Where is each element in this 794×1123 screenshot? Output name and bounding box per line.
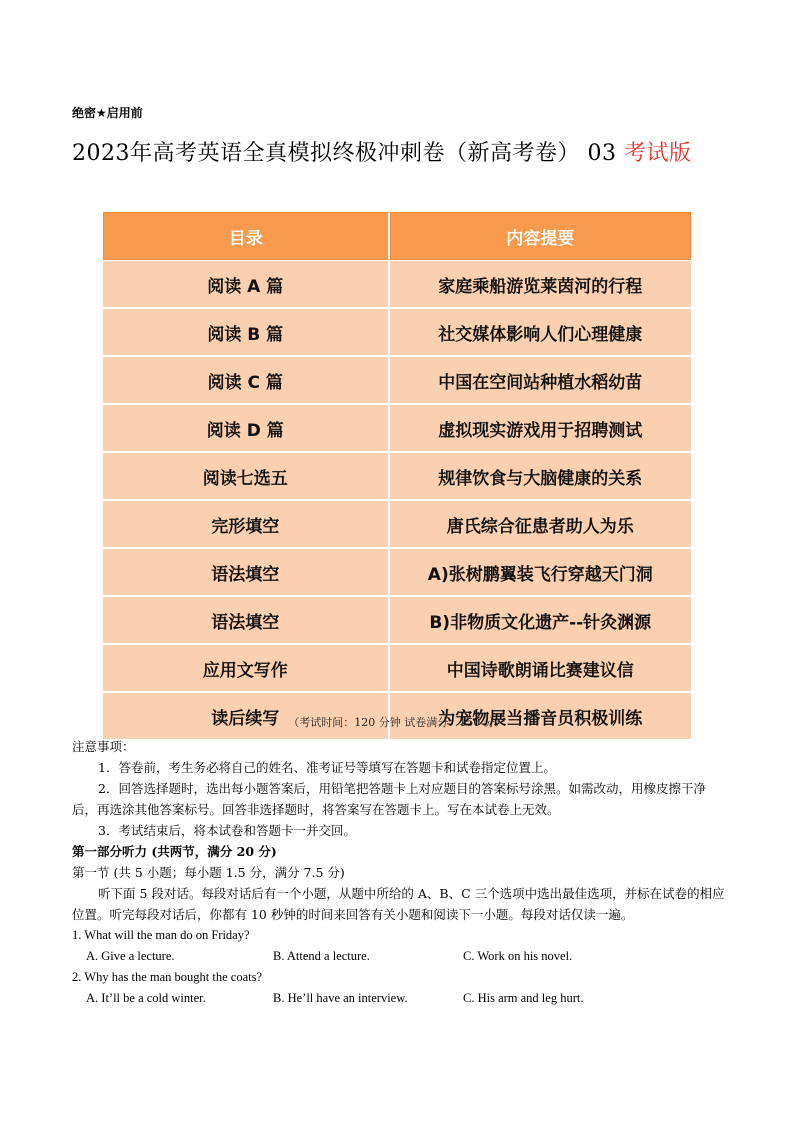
- summary-cell: 规律饮食与大脑健康的关系: [390, 452, 691, 500]
- question-options: [72, 946, 727, 967]
- summary-cell: 家庭乘船游览莱茵河的行程: [390, 260, 691, 308]
- option-b: B. He’ll have an interview.: [273, 991, 408, 1005]
- question-text: 2. Why has the man bought the coats?: [72, 970, 263, 984]
- option-c: C. His arm and leg hurt.: [463, 991, 584, 1005]
- summary-cell: 唐氏综合征患者助人为乐: [390, 500, 691, 548]
- question-options: [72, 988, 727, 1009]
- option-b: B. Attend a lecture.: [273, 949, 370, 963]
- summary-cell: A)张树鹏翼装飞行穿越天门洞: [390, 548, 691, 596]
- title-version: 考试版: [623, 141, 692, 166]
- table-row: [103, 356, 691, 404]
- summary-cell: 为宠物展当播音员积极训练: [390, 692, 691, 740]
- section-cell: 阅读七选五: [103, 452, 390, 500]
- section-cell: 阅读 C 篇: [103, 356, 390, 404]
- summary-cell: 社交媒体影响人们心理健康: [390, 308, 691, 356]
- column-header-summary: 内容提要: [390, 212, 691, 260]
- exam-title: [72, 134, 727, 174]
- contents-table: [103, 212, 691, 740]
- note-item: 1．答卷前，考生务必将自己的姓名、准考证号等填写在答题卡和试卷指定位置上。: [98, 760, 556, 775]
- exam-time-score: （考试时间：120 分钟 试卷满分：150 分）: [288, 716, 506, 729]
- section-cell: 读后续写: [103, 692, 390, 740]
- summary-cell: 虚拟现实游戏用于招聘测试: [390, 404, 691, 452]
- listening-instructions: 听下面 5 段对话。每段对话后有一个小题，从题中所给的 A、B、C 三个选项中选出最佳选项，并标在试卷的相应位置。听完每段对话后，你都有 10 秒钟的时间来回答有关小题和阅读下一小题。每段对话仅读一遍。: [72, 886, 725, 922]
- section-cell: 完形填空: [103, 500, 390, 548]
- table-row: [103, 548, 691, 596]
- table-row: [103, 452, 691, 500]
- section-cell: 语法填空: [103, 548, 390, 596]
- notes-heading: 注意事项：: [72, 739, 135, 754]
- section1-heading: 第一节 (共 5 小题；每小题 1.5 分，满分 7.5 分): [72, 865, 345, 880]
- table-row: [103, 308, 691, 356]
- question-text: 1. What will the man do on Friday?: [72, 928, 250, 942]
- table-row: [103, 404, 691, 452]
- summary-cell: 中国在空间站种植水稻幼苗: [390, 356, 691, 404]
- part1-heading: 第一部分听力 (共两节，满分 20 分): [72, 844, 277, 859]
- contents-header-row: [103, 212, 691, 260]
- section-cell: 语法填空: [103, 596, 390, 644]
- table-row: [103, 644, 691, 692]
- table-row: [103, 260, 691, 308]
- confidential-label: 绝密★启用前: [72, 106, 143, 120]
- note-item: 3．考试结束后，将本试卷和答题卡一并交回。: [98, 823, 356, 838]
- table-row: [103, 596, 691, 644]
- exam-body: [72, 736, 727, 1009]
- title-main: 2023年高考英语全真模拟终极冲刺卷（新高考卷） 03: [72, 141, 624, 166]
- option-c: C. Work on his novel.: [463, 949, 573, 963]
- option-a: A. It’ll be a cold winter.: [86, 991, 206, 1005]
- table-row: [103, 500, 691, 548]
- section-cell: 应用文写作: [103, 644, 390, 692]
- summary-cell: 中国诗歌朗诵比赛建议信: [390, 644, 691, 692]
- option-a: A. Give a lecture.: [86, 949, 175, 963]
- summary-cell: B)非物质文化遗产--针灸渊源: [390, 596, 691, 644]
- note-item: 2．回答选择题时，选出每小题答案后，用铅笔把答题卡上对应题目的答案标号涂黑。如需改动，用橡皮擦干净后，再选涂其他答案标号。回答非选择题时，将答案写在答题卡上。写在本试卷上无效。: [72, 781, 706, 817]
- section-cell: 阅读 B 篇: [103, 308, 390, 356]
- section-cell: 阅读 A 篇: [103, 260, 390, 308]
- column-header-contents: 目录: [103, 212, 390, 260]
- section-cell: 阅读 D 篇: [103, 404, 390, 452]
